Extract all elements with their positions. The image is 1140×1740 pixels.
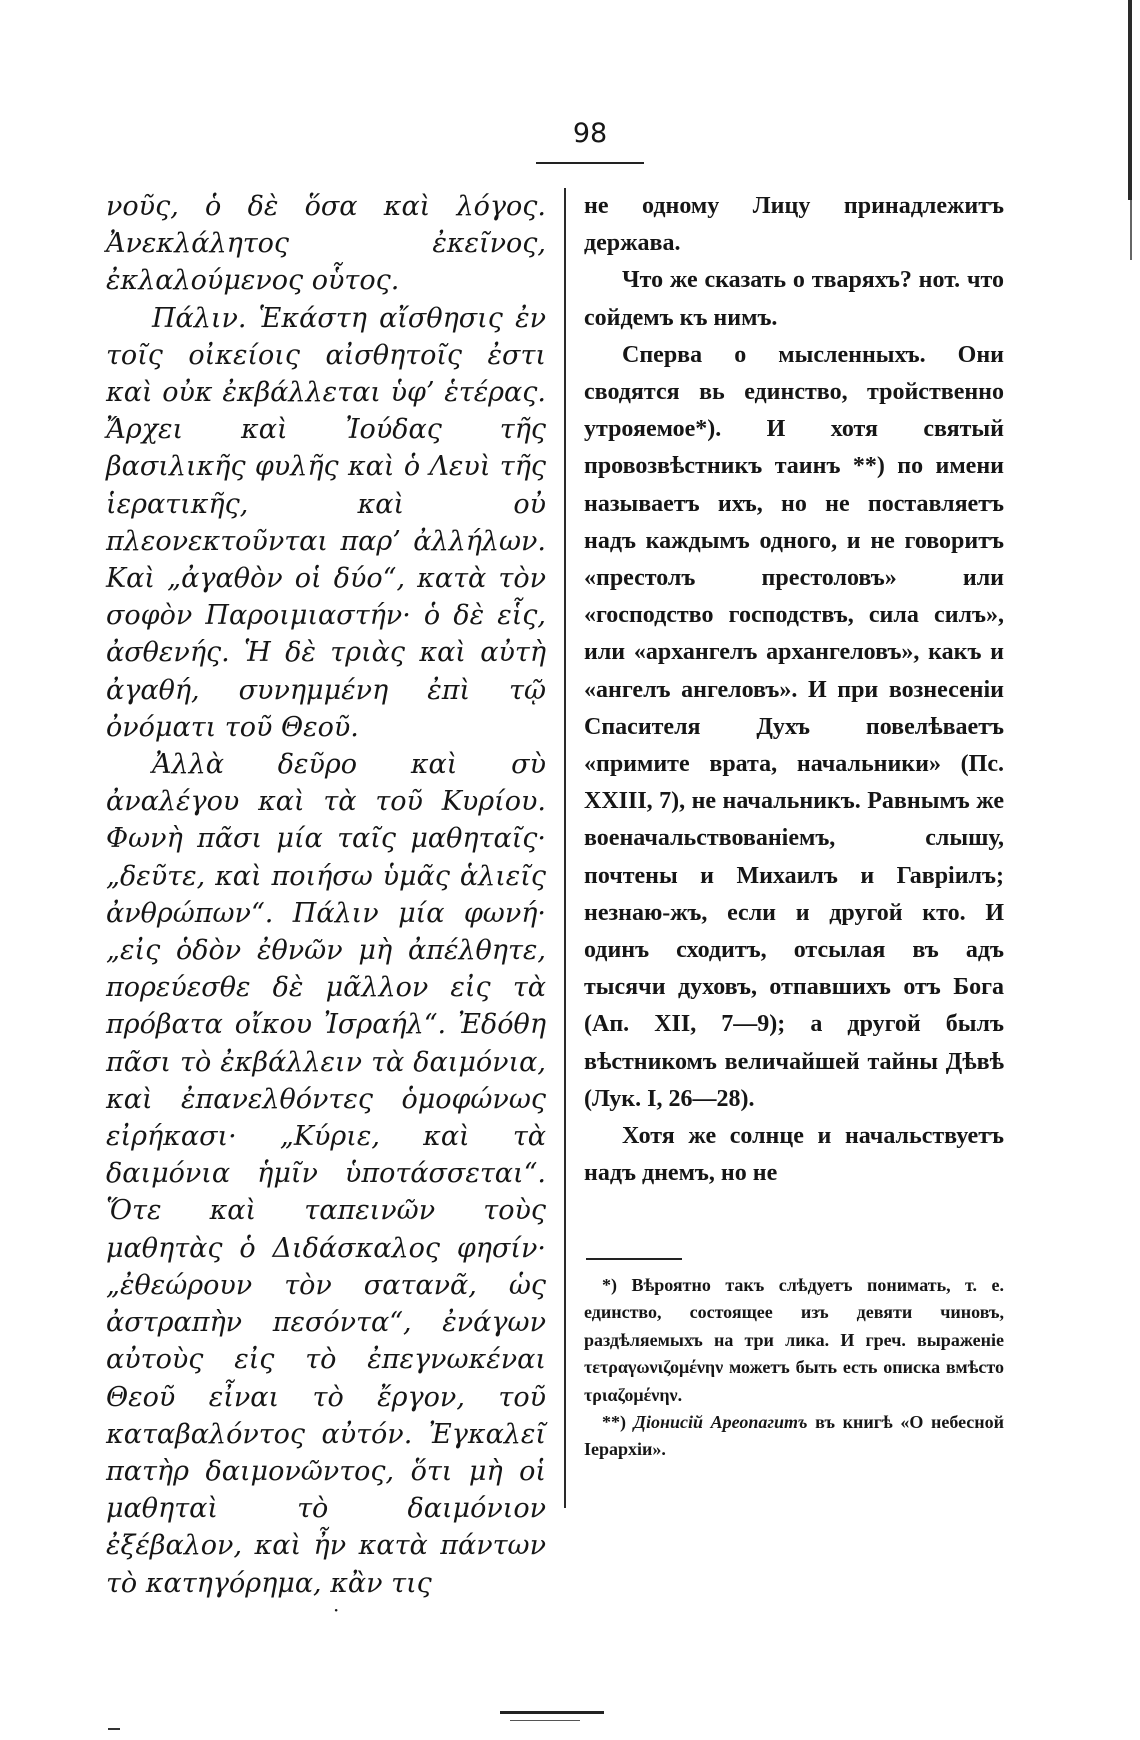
footnote-2	[584, 1409, 1004, 1464]
right-paragraph-4: Хотя же солнце и начальствуетъ надъ днемъ, но не	[584, 1123, 1004, 1187]
bottom-rule-thin	[510, 1720, 580, 1721]
stray-dot: ·	[333, 1598, 340, 1622]
page-number: 98	[572, 118, 608, 149]
footnote-2-mark: **)	[602, 1412, 626, 1433]
right-paragraph-3: Сперва о мысленныхъ. Они сводятся вь единство, тройственно утрояемое*). И хотя святый провозвѣстникъ таинъ **) по имени называетъ ихъ, но не поставляетъ надъ каждымъ одного, и не говоритъ «престолъ престоловъ» или «господство господствъ, сила силъ», или «архангелъ архангеловъ», какъ и «ангелъ ангеловъ». И при вознесеніи Спасителя Духъ повелѣваетъ «примите врата, начальники» (Пс. XXIII, 7), не начальникъ. Равнымъ же военачальствованіемъ, слышу, почтены и Михаилъ и Гавріилъ; незнаю-жъ, если и другой кто. И одинъ сходитъ, отсылая въ адъ тысячи духовъ, отпавшихъ отъ Бога (Ап. XII, 7—9); а другой былъ вѣстникомъ величайшей тайны Дѣвѣ (Лук. I, 26—28).	[584, 341, 1004, 1112]
scan-edge-top	[1128, 0, 1132, 200]
left-paragraph-3: Ἀλλὰ δεῦρο καὶ σὺ ἀναλέγου καὶ τὰ τοῦ Κυρίου. Φωνὴ πᾶσι μία ταῖς μαθηταῖς· „δεῦτε, καὶ ποιήσω ὑμᾶς ἁλιεῖς ἀνθρώπων“. Πάλιν μία φωνή· „εἰς ὁδὸν ἐθνῶν μὴ ἀπέλθητε, πορεύεσθε δὲ μᾶλλον εἰς τὰ πρόβατα οἴκου Ἰσραήλ“. Ἐδόθη πᾶσι τὸ ἐκβάλλειν τὰ δαιμόνια, καὶ ἐπανελθόντες ὁμοφώνως εἰρήκασι· „Κύριε, καὶ τὰ δαιμόνια ἡμῖν ὑποτάσσεται“. Ὅτε καὶ ταπεινῶν τοὺς μαθητὰς ὁ Διδάσκαλος φησίν· „ἐθεώρουν τὸν σατανᾶ, ὡς ἀστραπὴν πεσόντα“, ἐνάγων αὐτοὺς εἰς τὸ ἐπεγνωκέναι Θεοῦ εἶναι τὸ ἔργον, τοῦ καταβαλόντος αὐτόν. Ἐγκαλεῖ πατὴρ δαιμονῶντος, ὅτι μὴ οἱ μαθηταὶ τὸ δαιμόνιον ἐξέβαλον, καὶ ἦν κατὰ πάντων τὸ κατηγόρημα, κἂν τις	[106, 749, 546, 1599]
left-paragraph-1: νοῦς, ὁ δὲ ὅσα καὶ λόγος. Ἀνεκλάλητος ἐκεῖνος, ἐκλαλούμενος οὗτος.	[106, 191, 546, 297]
footnotes	[584, 1272, 1004, 1464]
bottom-tick	[108, 1728, 120, 1730]
left-paragraph-2: Πάλιν. Ἑκάστη αἴσθησις ἐν τοῖς οἰκείοις αἰσθητοῖς ἐστι καὶ οὐκ ἐκβάλλεται ὑφ’ ἑτέρας. Ἄρχει καὶ Ἰούδας τῆς βασιλικῆς φυλῆς καὶ ὁ Λευὶ τῆς ἱερατικῆς, καὶ οὐ πλεονεκτοῦνται παρ’ ἀλλήλων. Καὶ „ἀγαθὸν οἱ δύο“, κατὰ τὸν σοφὸν Παροιμιαστήν· ὁ δὲ εἷς, ἀσθενής. Ἡ δὲ τριὰς καὶ αὐτὴ ἀγαθή, συνημμένη ἐπὶ τῷ ὀνόματι τοῦ Θεοῦ.	[106, 302, 546, 743]
scan-edge-mid	[1130, 200, 1132, 260]
footnote-2-text: въ книгѣ «О небесной Іерархіи».	[584, 1412, 1005, 1460]
header-rule	[536, 162, 644, 164]
footnote-1: *) Вѣроятно такъ слѣдуетъ понимать, т. е. единство, состоящее изъ девяти чиновъ, раздѣляемыхъ на три лика. И греч. выраженіе τετραγωνιζομένην можетъ быть есть описка вмѣсто τριαζομένην.	[584, 1275, 1004, 1405]
footnote-2-author: Діонисій Ареопагитъ	[633, 1412, 808, 1433]
right-paragraph-1: не одному Лицу принадлежитъ держава.	[584, 193, 1004, 257]
bottom-rule	[500, 1711, 604, 1714]
column-divider	[564, 188, 566, 1508]
right-paragraph-2: Что же сказать о тваряхъ? нот. что сойдемъ къ нимъ.	[584, 267, 1004, 331]
footnote-rule	[586, 1258, 682, 1260]
left-column	[106, 188, 546, 1602]
right-column	[584, 188, 1004, 1192]
